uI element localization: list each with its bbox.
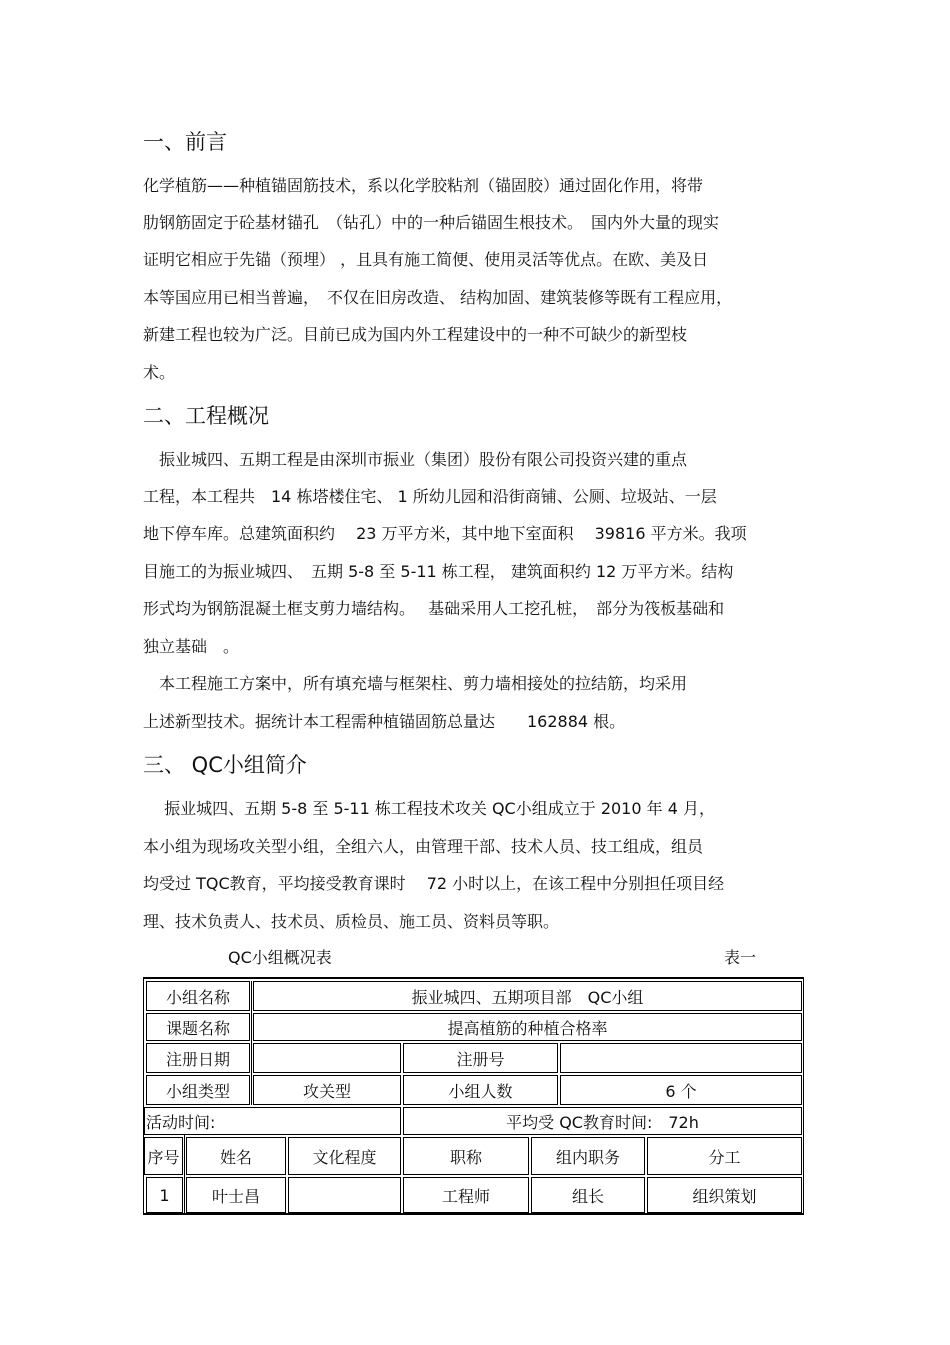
registration-date-label: 注册日期 (146, 1043, 250, 1073)
table-row-role: 组长 (531, 1177, 645, 1213)
paragraph-line: 化学植筋——种植锚固筋技术，系以化学胶粘剂（锚固胶）通过固化作用，将带 (143, 176, 704, 195)
group-name-value: 振业城四、五期项目部 QC小组 (253, 981, 802, 1011)
table-row-duty: 组织策划 (647, 1177, 802, 1213)
table-row-education (288, 1177, 401, 1213)
member-count-label: 小组人数 (403, 1075, 558, 1105)
section-heading-preface: 一、前言 (143, 130, 227, 154)
paragraph-line: 新建工程也较为广泛。目前已成为国内外工程建设中的一种不可缺少的新型枝 (143, 325, 688, 344)
paragraph-line: 均受过 TQC教育，平均接受教育课时 72 小时以上，在该工程中分别担任项目经 (143, 874, 725, 893)
topic-label: 课题名称 (146, 1013, 250, 1041)
header-name: 姓名 (186, 1137, 286, 1175)
section-heading-qc-intro: 三、 QC小组简介 (143, 753, 307, 777)
qc-group-table (143, 977, 804, 1215)
group-name-label: 小组名称 (146, 981, 250, 1011)
table-row-name: 叶士昌 (186, 1177, 286, 1213)
paragraph-line: 上述新型技术。据统计本工程需种植锚固筋总量达 162884 根。 (143, 712, 626, 731)
group-type-value: 攻关型 (253, 1075, 401, 1105)
paragraph-line: 振业城四、五期工程是由深圳市振业（集团）股份有限公司投资兴建的重点 (143, 450, 688, 469)
activity-time-label: 活动时间: (144, 1107, 401, 1135)
header-education: 文化程度 (288, 1137, 401, 1175)
header-title: 职称 (403, 1137, 529, 1175)
paragraph-line: 本工程施工方案中，所有填充墙与框架柱、剪力墙相接处的拉结筋，均采用 (143, 674, 688, 693)
header-role: 组内职务 (531, 1137, 645, 1175)
table-row-index: 1 (146, 1177, 183, 1213)
paragraph-line: 工程，本工程共 14 栋塔楼住宅、 1 所幼儿园和沿街商铺、公厕、垃圾站、一层 (143, 487, 717, 506)
header-index: 序号 (144, 1137, 183, 1175)
paragraph-line: 术。 (143, 363, 176, 382)
group-type-label: 小组类型 (146, 1075, 250, 1105)
education-time: 平均受 QC教育时间: 72h (403, 1107, 802, 1135)
paragraph-line: 地下停车库。总建筑面积约 23 万平方米，其中地下室面积 39816 平方米。我项 (143, 524, 747, 543)
paragraph-line: 本小组为现场攻关型小组，全组六人，由管理干部、技术人员、技工组成，组员 (143, 837, 704, 856)
topic-value: 提高植筋的种植合格率 (253, 1013, 802, 1041)
paragraph-line: 振业城四、五期 5-8 至 5-11 栋工程技术攻关 QC小组成立于 2010 年 4 月， (143, 799, 715, 818)
paragraph-line: 证明它相应于先锚（预埋） ，且具有施工简便、使用灵活等优点。在欧、美及日 (143, 250, 709, 269)
table-separator (251, 981, 252, 1105)
header-duty: 分工 (647, 1137, 802, 1175)
paragraph-line: 本等国应用已相当普遍， 不仅在旧房改造、 结构加固、建筑装修等既有工程应用， (143, 288, 733, 307)
table-separator (184, 1135, 185, 1213)
table-number: 表一 (724, 948, 757, 967)
table-caption: QC小组概况表 (228, 948, 332, 967)
table-row-title: 工程师 (403, 1177, 529, 1213)
paragraph-line: 理、技术负责人、技术员、质检员、施工员、资料员等职。 (143, 912, 560, 931)
paragraph-line: 目施工的为振业城四、 五期 5-8 至 5-11 栋工程， 建筑面积约 12 万平方米。结构 (143, 562, 734, 581)
member-count-value: 6 个 (560, 1075, 802, 1105)
paragraph-line: 肋钢筋固定于砼基材锚孔 （钻孔）中的一种后锚固生根技术。 国内外大量的现实 (143, 213, 720, 232)
registration-number-value (560, 1043, 802, 1073)
registration-number-label: 注册号 (403, 1043, 558, 1073)
registration-date-value (253, 1043, 401, 1073)
paragraph-line: 独立基础 。 (143, 637, 240, 656)
paragraph-line: 形式均为钢筋混凝土框支剪力墙结构。 基础采用人工挖孔桩， 部分为筏板基础和 (143, 599, 725, 618)
section-heading-overview: 二、工程概况 (143, 404, 269, 428)
